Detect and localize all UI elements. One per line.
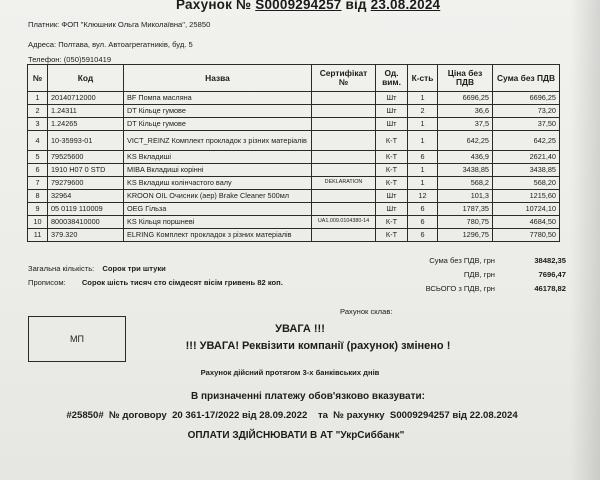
total-with-vat-value: 46178,82: [534, 284, 566, 293]
date-prefix: від: [345, 0, 367, 12]
header-code: Код: [48, 65, 124, 92]
cell-code: 1.24265: [48, 118, 124, 131]
cell-name: BF Помпа масляна: [124, 92, 312, 105]
cell-unit: Шт: [376, 190, 408, 203]
cell-name: VICT_REINZ Комплект прокладок з різних матеріалів: [124, 131, 312, 151]
cell-unit: К-Т: [376, 177, 408, 190]
cell-code: 79279600: [48, 177, 124, 190]
cell-unit: Шт: [376, 105, 408, 118]
header-price: Ціна без ПДВ: [438, 65, 493, 92]
table-row: [28, 203, 560, 216]
cell-price: 37,5: [438, 118, 493, 131]
cell-sum: 642,25: [493, 131, 560, 151]
cell-num: 9: [28, 203, 48, 216]
cell-name: KS Кільця поршневі: [124, 216, 312, 229]
cell-sum: 7780,50: [493, 229, 560, 242]
cell-price: 101,3: [438, 190, 493, 203]
invoice-date: 23.08.2024: [370, 0, 441, 12]
total-count-value: Сорок три штуки: [102, 264, 166, 273]
cell-qty: 1: [408, 131, 438, 151]
cell-qty: 6: [408, 216, 438, 229]
bank-instruction: ОПЛАТИ ЗДІЙСНЮВАТИ В АТ "УкрСиббанк": [187, 430, 405, 441]
amount-in-words-label: Прописом:: [28, 278, 66, 287]
vat-label: ПДВ, грн: [463, 270, 495, 279]
table-row: [28, 190, 560, 203]
sum-without-vat-label: Сума без ПДВ, грн: [429, 256, 495, 265]
cell-sum: 37,50: [493, 118, 560, 131]
cell-num: 2: [28, 105, 48, 118]
table-header-row: [28, 65, 560, 92]
table-row: [28, 151, 560, 164]
header-sum: Сума без ПДВ: [493, 65, 560, 92]
cell-price: 642,25: [438, 131, 493, 151]
table-row: [28, 164, 560, 177]
cell-num: 1: [28, 92, 48, 105]
cell-cert: [312, 151, 376, 164]
total-count-label: Загальна кількість:: [28, 264, 95, 273]
cell-name: DT Кільце гумове: [124, 118, 312, 131]
total-count-line: [28, 264, 166, 273]
cell-cert: [312, 229, 376, 242]
cell-code: 79525600: [48, 151, 124, 164]
header-unit: Од. вим.: [376, 65, 408, 92]
header-cert: Сертифікат №: [312, 65, 376, 92]
cell-price: 36,6: [438, 105, 493, 118]
header-name: Назва: [124, 65, 312, 92]
cell-unit: К-Т: [376, 131, 408, 151]
cell-num: 6: [28, 164, 48, 177]
cell-name: ELRING Комплект прокладок з різних матеріалів: [124, 229, 312, 242]
cell-unit: Шт: [376, 203, 408, 216]
cell-cert: [312, 92, 376, 105]
cell-num: 4: [28, 131, 48, 151]
phone-label: Телефон:: [28, 55, 62, 64]
cell-cert: [312, 164, 376, 177]
cell-code: 1.24311: [48, 105, 124, 118]
sum-without-vat-value: 38482,35: [534, 256, 566, 265]
cell-code: 379.320: [48, 229, 124, 242]
issued-by-label: Рахунок склав:: [340, 307, 393, 316]
page-shadow: [570, 0, 600, 480]
cell-code: 20140712000: [48, 92, 124, 105]
cell-name: KS Вкладиш колінчастого валу: [124, 177, 312, 190]
header-num: №: [28, 65, 48, 92]
cell-cert: [312, 118, 376, 131]
cell-unit: К-Т: [376, 229, 408, 242]
cell-price: 6696,25: [438, 92, 493, 105]
amount-in-words-line: [28, 278, 283, 287]
cell-cert: [312, 190, 376, 203]
phone-line: [28, 55, 111, 64]
cell-qty: 12: [408, 190, 438, 203]
cell-code: 32964: [48, 190, 124, 203]
cell-price: 1787,35: [438, 203, 493, 216]
cell-cert: DEKLARATION: [312, 177, 376, 190]
header-qty: К-сть: [408, 65, 438, 92]
cell-cert: [312, 131, 376, 151]
payer-label: Платник:: [28, 20, 60, 29]
table-row: [28, 131, 560, 151]
stamp-box: МП: [28, 316, 126, 362]
cell-qty: 1: [408, 164, 438, 177]
warning-heading: УВАГА !!!: [275, 323, 325, 335]
cell-price: 780,75: [438, 216, 493, 229]
cell-sum: 6696,25: [493, 92, 560, 105]
address-label: Адреса:: [28, 40, 57, 49]
cell-unit: Шт: [376, 118, 408, 131]
vat-value: 7696,47: [538, 270, 566, 279]
cell-code: 1910 H07 0 STD: [48, 164, 124, 177]
cell-name: KS Вкладиші: [124, 151, 312, 164]
cell-cert: [312, 203, 376, 216]
cell-qty: 1: [408, 118, 438, 131]
cell-name: OEG Гільза: [124, 203, 312, 216]
table-row: [28, 118, 560, 131]
cell-qty: 1: [408, 92, 438, 105]
invoice-title: [176, 0, 440, 12]
cell-price: 1296,75: [438, 229, 493, 242]
cell-price: 436,9: [438, 151, 493, 164]
cell-sum: 2621,40: [493, 151, 560, 164]
cell-sum: 10724,10: [493, 203, 560, 216]
payer-value: ФОП "Клюшник Ольга Миколаївна", 25850: [61, 20, 211, 29]
phone-value: (050)5910419: [63, 55, 112, 64]
cell-code: 800038410000: [48, 216, 124, 229]
cell-unit: К-Т: [376, 164, 408, 177]
address-line: [28, 40, 193, 49]
invoice-number: S0009294257: [255, 0, 342, 12]
table-row: [28, 105, 560, 118]
cell-cert: UA1.009.0104380-14: [312, 216, 376, 229]
cell-price: 568,2: [438, 177, 493, 190]
cell-num: 5: [28, 151, 48, 164]
cell-name: MIBA Вкладиші корінні: [124, 164, 312, 177]
cell-code: 10-35993-01: [48, 131, 124, 151]
cell-sum: 4684,50: [493, 216, 560, 229]
cell-qty: 2: [408, 105, 438, 118]
cell-sum: 1215,60: [493, 190, 560, 203]
cell-num: 7: [28, 177, 48, 190]
cell-unit: К-Т: [376, 151, 408, 164]
cell-unit: Шт: [376, 92, 408, 105]
table-row: [28, 229, 560, 242]
cell-cert: [312, 105, 376, 118]
cell-qty: 6: [408, 203, 438, 216]
cell-num: 8: [28, 190, 48, 203]
payment-purpose-heading: В призначенні платежу обов'язково вказувати:: [190, 391, 425, 402]
amount-in-words-value: Сорок шість тисяч сто сімдесят вісім гривень 82 коп.: [81, 278, 283, 287]
cell-sum: 73,20: [493, 105, 560, 118]
table-row: [28, 177, 560, 190]
payer-line: [28, 20, 210, 29]
title-prefix: Рахунок №: [176, 0, 252, 12]
cell-code: 05 0119 110009: [48, 203, 124, 216]
cell-sum: 568,20: [493, 177, 560, 190]
cell-num: 10: [28, 216, 48, 229]
cell-price: 3438,85: [438, 164, 493, 177]
total-with-vat-label: ВСЬОГО з ПДВ, грн: [425, 284, 495, 293]
address-value: Полтава, вул. Автоагрегатників, буд. 5: [58, 40, 193, 49]
cell-name: DT Кільце гумове: [124, 105, 312, 118]
table-row: [28, 92, 560, 105]
requisites-changed-notice: !!! УВАГА! Реквізити компанії (рахунок) змінено !: [185, 340, 451, 352]
cell-unit: К-Т: [376, 216, 408, 229]
cell-num: 11: [28, 229, 48, 242]
validity-notice: Рахунок дійсний протягом 3-х банківських днів: [200, 368, 380, 377]
payment-purpose-line: #25850# № договору 20 361-17/2022 від 28.09.2022 та № рахунку S0009294257 від 22.08.2024: [66, 410, 518, 421]
items-table: [27, 64, 560, 242]
cell-sum: 3438,85: [493, 164, 560, 177]
cell-qty: 6: [408, 229, 438, 242]
table-row: [28, 216, 560, 229]
cell-num: 3: [28, 118, 48, 131]
cell-qty: 6: [408, 151, 438, 164]
cell-name: KROON OIL Очисник (аер) Brake Cleaner 500мл: [124, 190, 312, 203]
cell-qty: 1: [408, 177, 438, 190]
